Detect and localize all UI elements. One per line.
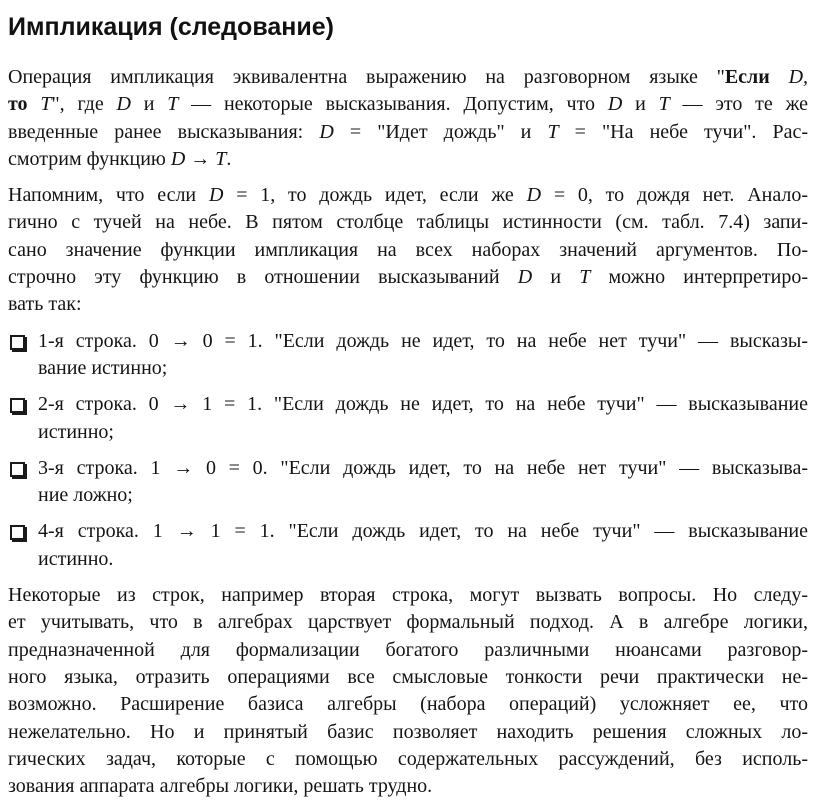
paragraph-line: зования аппарата алгебры логики, решать трудно. <box>8 775 433 798</box>
paragraph-line: предназначенной для формализации богатого различными нюансами разговор- <box>8 638 808 661</box>
checkbox-bullet-icon <box>10 462 25 477</box>
paragraph-line: возможно. Расширение базиса алгебры (набора операций) усложняет ее, что <box>8 693 808 716</box>
document-page <box>8 12 808 809</box>
checkbox-bullet-icon <box>10 525 25 540</box>
checkbox-bullet-icon <box>10 335 25 350</box>
paragraph-line: смотрим функцию D → T. <box>8 147 232 170</box>
list-item: 4-я строка. 1 → 1 = 1. "Если дождь идет, то на небе тучи" — высказывание истинно. <box>8 518 808 573</box>
paragraph-line: ного языка, отразить операциями все смысловые тонкости речи практически не- <box>8 665 808 688</box>
list-item: 2-я строка. 0 → 1 = 1. "Если дождь не идет, то на небе тучи" — высказывание истинно; <box>8 391 808 446</box>
paragraph-line: ет учитывать, что в алгебрах царствует формальный подход. А в алгебре логики, <box>8 611 808 634</box>
paragraph-interpretation <box>8 182 808 318</box>
list-item: 3-я строка. 1 → 0 = 0. "Если дождь идет, то на небе нет тучи" — высказыва- ние ложно; <box>8 455 808 510</box>
truth-row-list <box>8 328 808 573</box>
paragraph-line: сано значение функции импликация на всех наборах значений аргументов. По- <box>8 238 808 261</box>
paragraph-line: то T", где D и T — некоторые высказывания. Допустим, что D и T — это те же <box>8 93 809 116</box>
paragraph-line: введенные ранее высказывания: D = "Идет дождь" и T = "На небе тучи". Рас- <box>8 120 809 143</box>
paragraph-line: гично с тучей на небе. В пятом столбце таблицы истинности (см. табл. 7.4) запи- <box>8 211 808 234</box>
paragraph-conclusion <box>8 582 808 800</box>
paragraph-line: гических задач, которые с помощью содержательных рассуждений, без исполь- <box>8 747 808 770</box>
paragraph-line: Некоторые из строк, например вторая строка, могут вызвать вопросы. Но следу- <box>8 584 808 607</box>
paragraph-line: строчно эту функцию в отношении высказываний D и T можно интерпретиро- <box>8 266 809 289</box>
checkbox-bullet-icon <box>10 398 25 413</box>
paragraph-line: вать так: <box>8 293 82 316</box>
list-item: 1-я строка. 0 → 0 = 1. "Если дождь не идет, то на небе нет тучи" — высказы- вание истинно; <box>8 328 808 383</box>
paragraph-line: Операция импликация эквивалентна выражению на разговорном языке "Если D, <box>8 66 809 88</box>
paragraph-intro <box>8 64 808 173</box>
section-title: Импликация (следование) <box>8 13 334 41</box>
paragraph-line: нежелательно. Но и принятый базис позволяет находить решения сложных ло- <box>8 720 808 743</box>
paragraph-line: Напомним, что если D = 1, то дождь идет, если же D = 0, то дождя нет. Анало- <box>8 184 809 207</box>
